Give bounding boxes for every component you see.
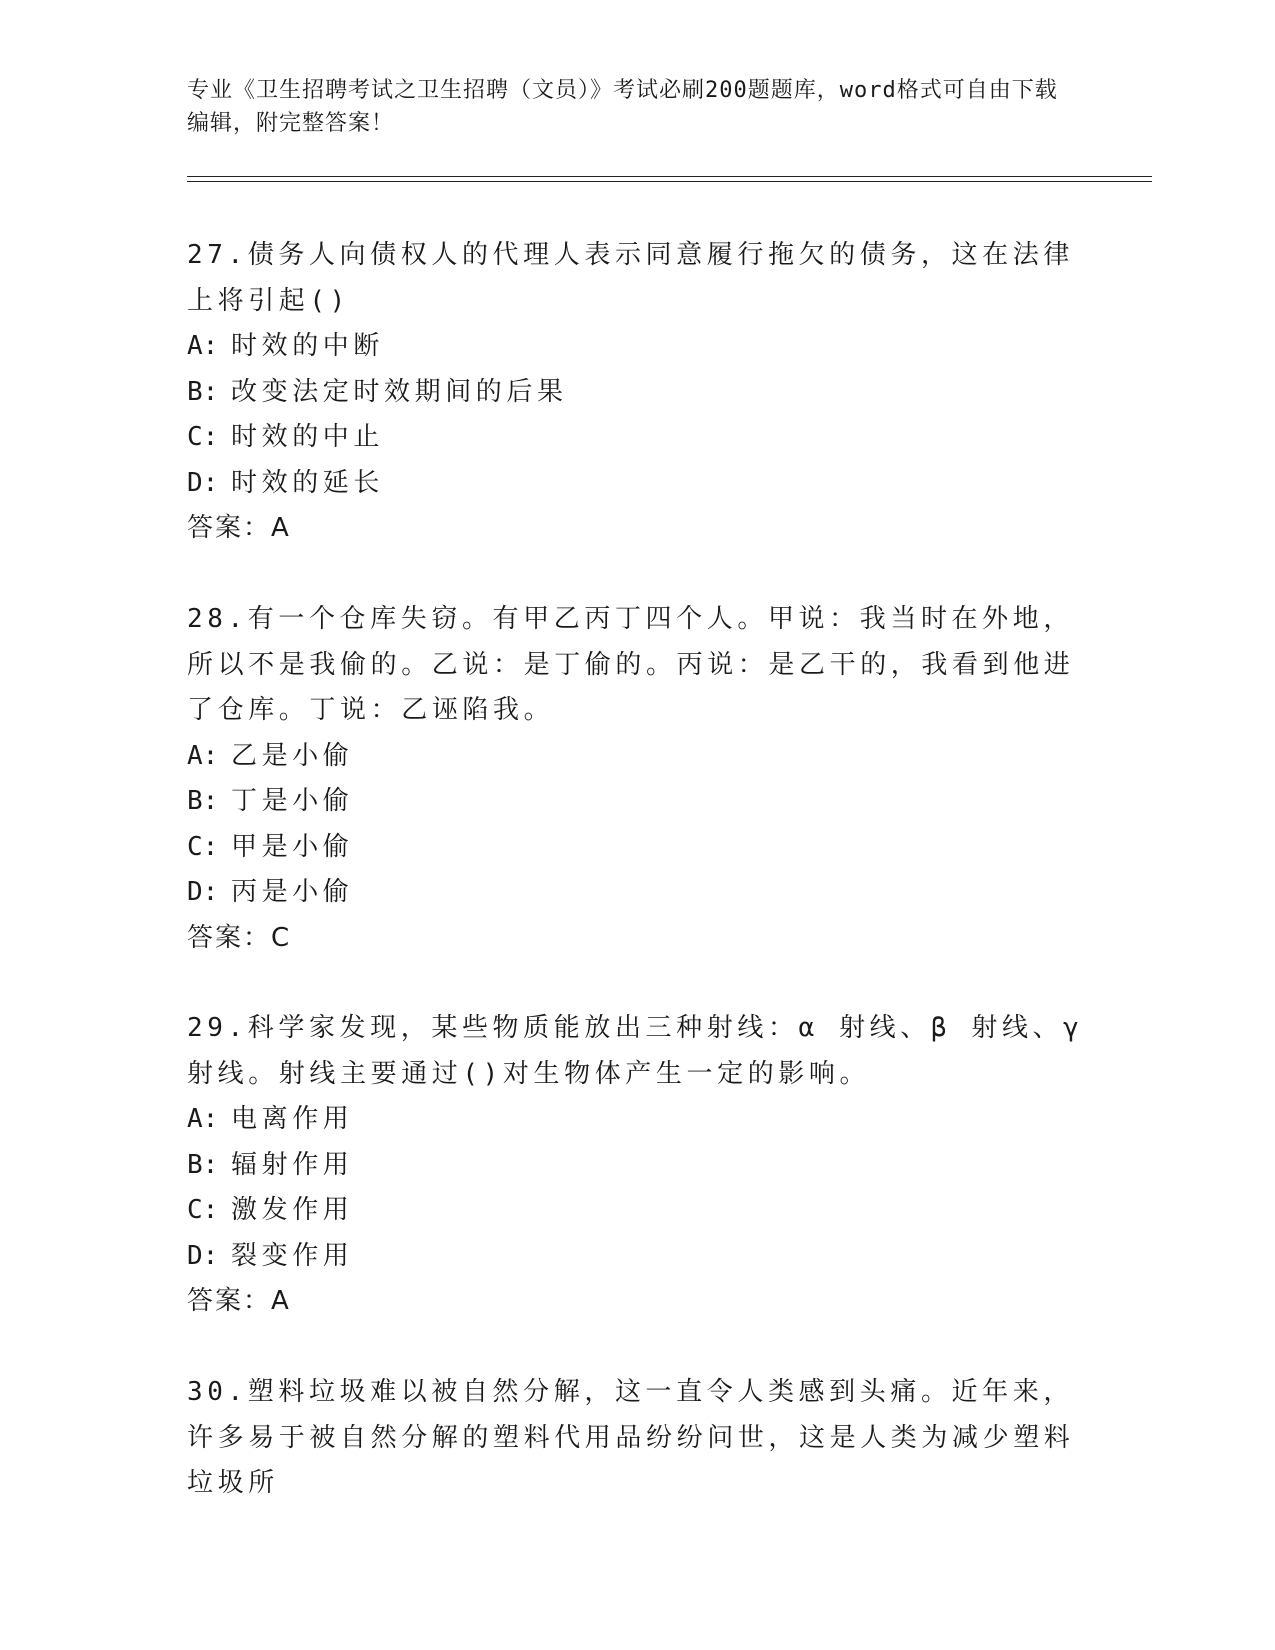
answer-line: 答案：C — [187, 922, 292, 953]
option-text: 丙是小偷 — [231, 877, 354, 907]
option-d — [187, 1234, 1087, 1280]
option-c — [187, 415, 1087, 461]
question-30 — [187, 1370, 1087, 1507]
option-d — [187, 870, 1087, 916]
option-a — [187, 734, 1087, 780]
option-key: C: — [187, 831, 219, 862]
option-text: 乙是小偷 — [231, 740, 354, 771]
option-key: C: — [187, 1195, 219, 1225]
option-key: A: — [187, 331, 219, 361]
question-29 — [187, 1006, 1087, 1325]
header-divider-bottom — [187, 181, 1152, 182]
option-c — [187, 825, 1087, 871]
option-key: B: — [187, 376, 219, 407]
option-b — [187, 1143, 1087, 1189]
question-27 — [187, 233, 1087, 552]
question-stem: 27.债务人向债权人的代理人表示同意履行拖欠的债务，这在法律上将引起() — [187, 240, 1074, 316]
option-text: 甲是小偷 — [231, 831, 354, 862]
option-d — [187, 461, 1087, 507]
option-text: 时效的中止 — [231, 422, 385, 452]
option-key: D: — [187, 467, 219, 498]
question-28 — [187, 597, 1087, 961]
option-key: A: — [187, 740, 219, 771]
option-key: B: — [187, 786, 219, 816]
option-a — [187, 324, 1087, 370]
answer-line: 答案：A — [187, 1286, 291, 1316]
option-key: C: — [187, 422, 219, 452]
option-text: 改变法定时效期间的后果 — [231, 376, 568, 407]
option-a — [187, 1097, 1087, 1143]
document-header: 专业《卫生招聘考试之卫生招聘（文员）》考试必刷200题题库，word格式可自由下载编辑，附完整答案！ — [187, 78, 1058, 136]
option-text: 裂变作用 — [231, 1240, 354, 1271]
option-b — [187, 370, 1087, 416]
option-text: 辐射作用 — [231, 1149, 354, 1180]
option-key: B: — [187, 1149, 219, 1180]
option-text: 时效的延长 — [231, 467, 385, 498]
question-stem: 29.科学家发现，某些物质能放出三种射线：α 射线、β 射线、γ 射线。射线主要通过()对生物体产生一定的影响。 — [187, 1013, 1084, 1089]
option-text: 激发作用 — [231, 1195, 354, 1225]
option-b — [187, 779, 1087, 825]
option-text: 丁是小偷 — [231, 786, 354, 816]
question-stem: 30.塑料垃圾难以被自然分解，这一直令人类感到头痛。近年来，许多易于被自然分解的塑料代用品纷纷问世，这是人类为减少塑料垃圾所 — [187, 1377, 1075, 1498]
question-stem: 28.有一个仓库失窃。有甲乙丙丁四个人。甲说：我当时在外地，所以不是我偷的。乙说：是丁偷的。丙说：是乙干的，我看到他进了仓库。丁说：乙诬陷我。 — [187, 604, 1075, 725]
option-c — [187, 1188, 1087, 1234]
option-key: D: — [187, 1240, 219, 1271]
option-text: 时效的中断 — [231, 331, 385, 361]
answer-line: 答案：A — [187, 513, 291, 543]
option-key: A: — [187, 1104, 219, 1134]
header-divider-top — [187, 176, 1152, 177]
option-text: 电离作用 — [231, 1104, 354, 1134]
option-key: D: — [187, 877, 219, 907]
